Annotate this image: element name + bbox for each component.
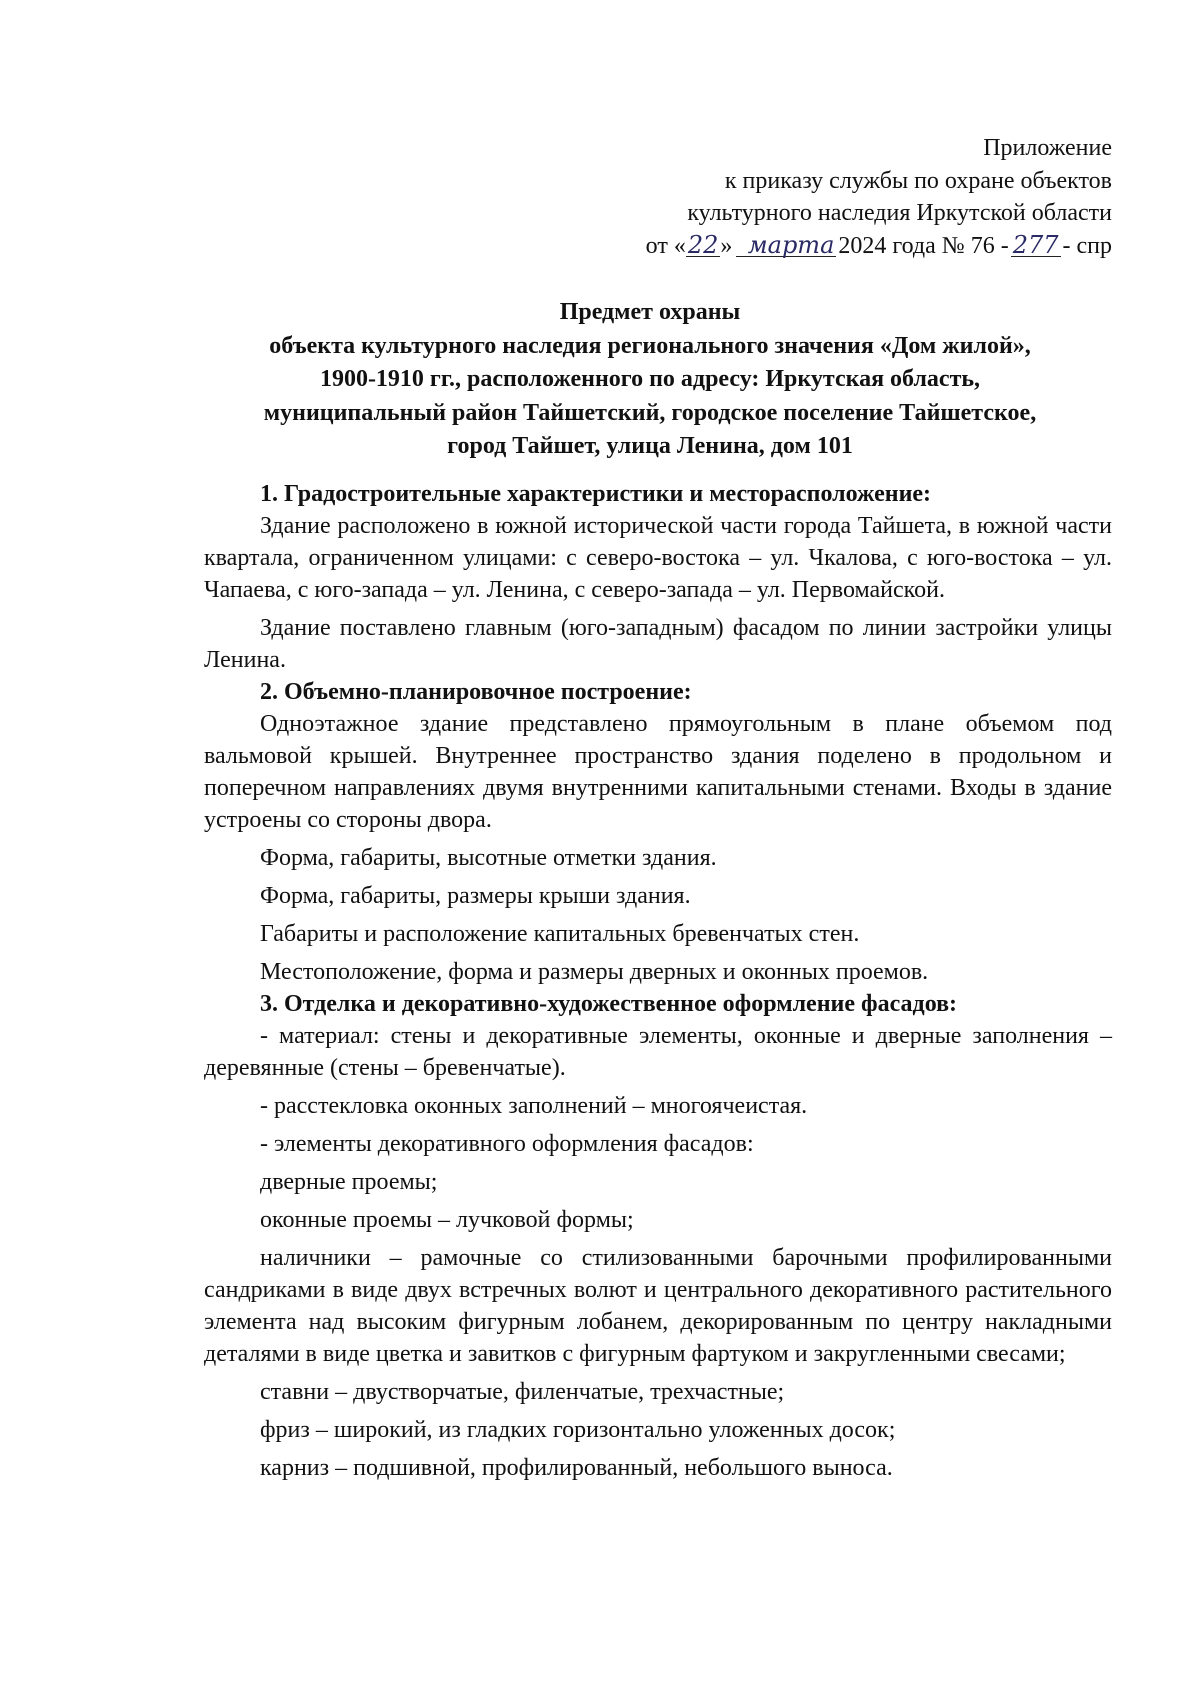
appendix-order-line: к приказу службы по охране объектов [724,167,1112,194]
order-suffix: - спр [1062,232,1112,259]
appendix-agency-line: культурного наследия Иркутской области [687,200,1112,226]
handwritten-order-number: 277 [1012,230,1059,259]
section-3-heading: 3. Отделка и декоративно-художественное оформление фасадов: [260,991,958,1017]
section-3-door-openings: дверные проемы; [260,1169,438,1195]
section-2-item-1: Форма, габариты, высотные отметки здания. [260,845,717,871]
section-1-paragraph-2: Здание поставлено главным (юго-западным) фасадом по линии застройки улицы Ленина. [204,615,1112,673]
appendix-date-line [646,230,1112,263]
section-1-heading: 1. Градостроительные характеристики и месторасположение: [260,481,932,507]
document-body [204,478,1112,1484]
section-2-item-4: Местоположение, форма и размеры дверных и оконных проемов. [260,959,929,985]
title-line-3: 1900-1910 гг., расположенного по адресу: Иркутская область, [319,366,981,392]
section-2-paragraph-1: Одноэтажное здание представлено прямоугольным в плане объемом под вальмовой крышей. Внутреннее пространство здания поделено в продольном и поперечном направлениях двумя внутренними капитальными стенами. Входы в здание устроены со стороны двора. [204,711,1112,833]
title-line-5: город Тайшет, улица Ленина, дом 101 [447,433,853,459]
section-3-window-openings: оконные проемы – лучковой формы; [260,1207,634,1233]
date-year: 2024 года № 76 - [838,232,1009,259]
section-2-item-2: Форма, габариты, размеры крыши здания. [260,883,691,909]
section-3-frieze: фриз – широкий, из гладких горизонтально уложенных досок; [260,1417,896,1443]
date-mid: » [720,232,733,259]
handwritten-month: марта [736,234,836,257]
date-prefix: от « [645,232,686,259]
section-3-decor-elements: - элементы декоративного оформления фасадов: [260,1131,754,1157]
appendix-label: Приложение [983,135,1112,161]
handwritten-day: 22 [687,230,719,259]
section-2-heading: 2. Объемно-планировочное построение: [260,679,692,705]
section-3-cornice: карниз – подшивной, профилированный, небольшого выноса. [260,1455,893,1481]
section-1-paragraph-1: Здание расположено в южной исторической части города Тайшета, в южной части квартала, ограниченном улицами: с северо-востока – ул. Чкалова, с юго-востока – ул. Чапаева, с юго-запада – ул. Ленина, с северо-запада – ул. Первомайской. [204,513,1112,603]
document-title [200,296,1100,464]
appendix-header [646,132,1112,262]
section-3-shutters: ставни – двустворчатые, филенчатые, трехчастные; [260,1379,785,1405]
section-3-glazing: - расстекловка оконных заполнений – многоячеистая. [260,1093,808,1119]
section-3-material: - материал: стены и декоративные элементы, оконные и дверные заполнения – деревянные (стены – бревенчатые). [204,1023,1112,1081]
title-line-1: Предмет охраны [559,299,741,325]
section-2-item-3: Габариты и расположение капитальных бревенчатых стен. [260,921,860,947]
title-line-2: объекта культурного наследия регионального значения «Дом жилой», [269,332,1031,359]
title-line-4: муниципальный район Тайшетский, городское поселение Тайшетское, [263,399,1037,426]
section-3-platbands: наличники – рамочные со стилизованными барочными профилированными сандриками в виде двух встречных волют и центрального декоративного растительного элемента над высоким фигурным лобанем, декорированным по центру накладными деталями в виде цветка и завитков с фигурным фартуком и закругленными свесами; [204,1245,1112,1367]
